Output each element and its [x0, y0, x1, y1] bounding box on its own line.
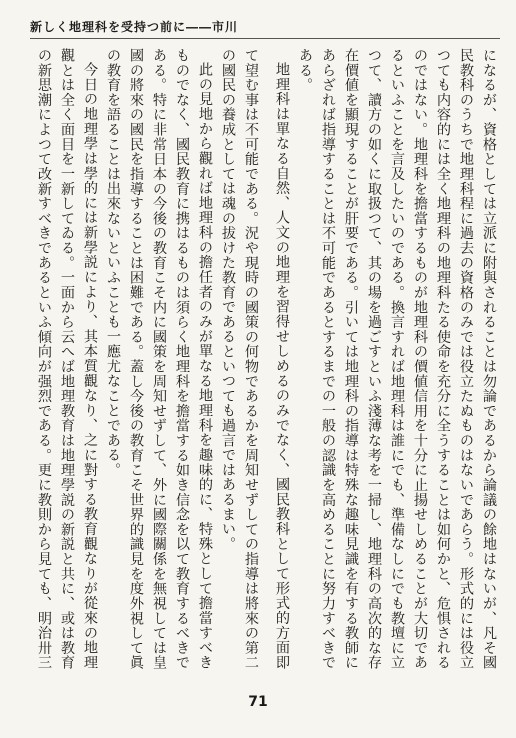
- paragraph: 今日の地理學は學的には新學説により、其本質觀なり、之に對する教育觀なりが從來の地理觀とは全く面目を一新してゐる。一面から云へば地理教育は地理學説の新説と共に、或は教育の新思潮によつて改新すべきであるといふ傾向が强烈である。更に教則から見ても、明治卅三: [36, 48, 98, 670]
- paragraph: になるが、資格としては立派に附與されることは勿論であるから論議の餘地はないが、凡そ國民教科のうちで地理科程に過去の資格のみでは役立たぬものはないであらう。形式的には役立つても内容的には全く地理科の地理科たる使命を充分に全うすることは如何かと、危惧されるのではない。地理科を擔當するものが地理科の價値信用を十分に止揚せしめることが大切であるといふことを言及したいのである。換言すれば地理科は誰にでも、準備なしにでも教壇に立つて、讀方の如くに取扱つて、其の場を過ごすといふ淺薄な考を一掃し、地理科の高次的な存在價値を顯現することが肝要である。引いては地理科の指導は特殊な趣味見識を有する教師にあらざれば指導することは不可能であるとするまでの一般の認識を高めることに努力すべきである。: [297, 48, 497, 670]
- page-number: 71: [248, 694, 268, 710]
- paragraph: 地理科は單なる自然、人文の地理を習得せしめるのみでなく、國民教科として形式的方面即: [274, 62, 290, 670]
- paragraph: て望む事は不可能である。況や現時の國策の何物であるかを周知せずしての指導は將來の第二の國民の養成としては魂の拔けた教育であるといつても過言ではあるまい。: [220, 48, 259, 670]
- header-rule: [30, 38, 500, 39]
- right-text-column: [268, 48, 500, 670]
- running-head: 新しく地理科を受持つ前に――市川: [30, 20, 239, 34]
- left-text-column: [30, 48, 262, 670]
- paragraph: 此の見地から觀れば地理科の擔任者のみが單なる地理科を趣味的に、特殊として擔當すべきものでなく、國民教育に携はるものは須らく地理科を擔當する如き信念を以て教育するべきである。特に非常日本の今後の教育こそ内に國策を周知せずして、外に國際關係を無視しては皇國の將來の國民を指導することは困難である。蓋し今後の教育こそ世界的識見を度外視して眞の教育を語ることは出來ないといふことも一應尤なことである。: [105, 48, 213, 670]
